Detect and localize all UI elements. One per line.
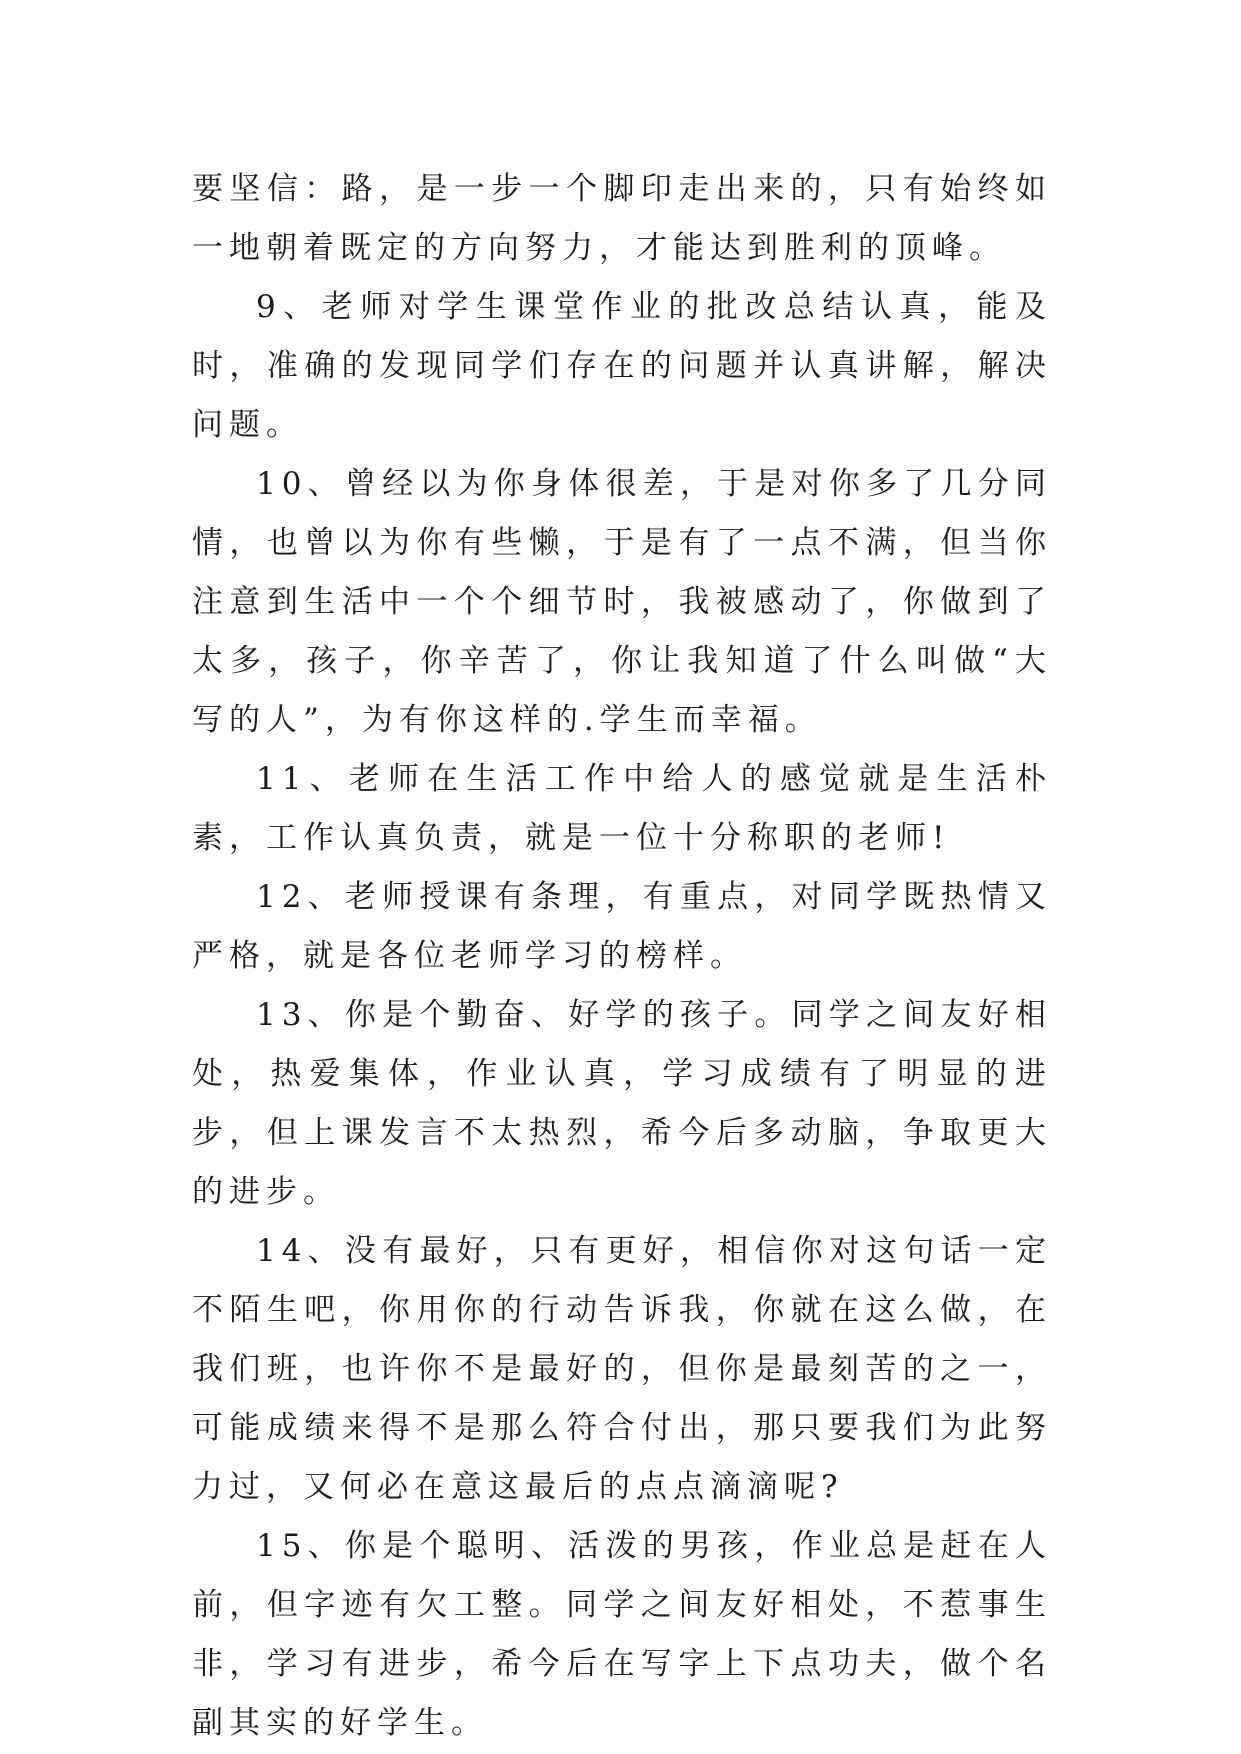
paragraph-14: 14、没有最好，只有更好，相信你对这句话一定不陌生吧，你用你的行动告诉我，你就在这么做，在我们班，也许你不是最好的，但你是最刻苦的之一，可能成绩来得不是那么符合付出，那只要我们为此努力过，又何必在意这最后的点点滴滴呢? bbox=[192, 1233, 1052, 1505]
paragraph-10: 10、曾经以为你身体很差，于是对你多了几分同情，也曾以为你有些懒，于是有了一点不满，但当你注意到生活中一个个细节时，我被感动了，你做到了太多，孩子，你辛苦了，你让我知道了什么叫做“大写的人”，为有你这样的.学生而幸福。 bbox=[192, 466, 1052, 738]
paragraph-9: 9、老师对学生课堂作业的批改总结认真，能及时，准确的发现同学们存在的问题并认真讲解，解决问题。 bbox=[192, 289, 1052, 443]
document-body bbox=[192, 160, 1052, 1753]
paragraph-11: 11、老师在生活工作中给人的感觉就是生活朴素，工作认真负责，就是一位十分称职的老师! bbox=[192, 761, 1052, 856]
paragraph-13: 13、你是个勤奋、好学的孩子。同学之间友好相处，热爱集体，作业认真，学习成绩有了明显的进步，但上课发言不太热烈，希今后多动脑，争取更大的进步。 bbox=[192, 997, 1052, 1210]
paragraph-15: 15、你是个聪明、活泼的男孩，作业总是赶在人前，但字迹有欠工整。同学之间友好相处，不惹事生非，学习有进步，希今后在写字上下点功夫，做个名副其实的好学生。 bbox=[192, 1528, 1052, 1741]
paragraph-12: 12、老师授课有条理，有重点，对同学既热情又严格，就是各位老师学习的榜样。 bbox=[192, 879, 1052, 974]
paragraph-continuation: 要坚信：路，是一步一个脚印走出来的，只有始终如一地朝着既定的方向努力，才能达到胜利的顶峰。 bbox=[192, 171, 1052, 266]
